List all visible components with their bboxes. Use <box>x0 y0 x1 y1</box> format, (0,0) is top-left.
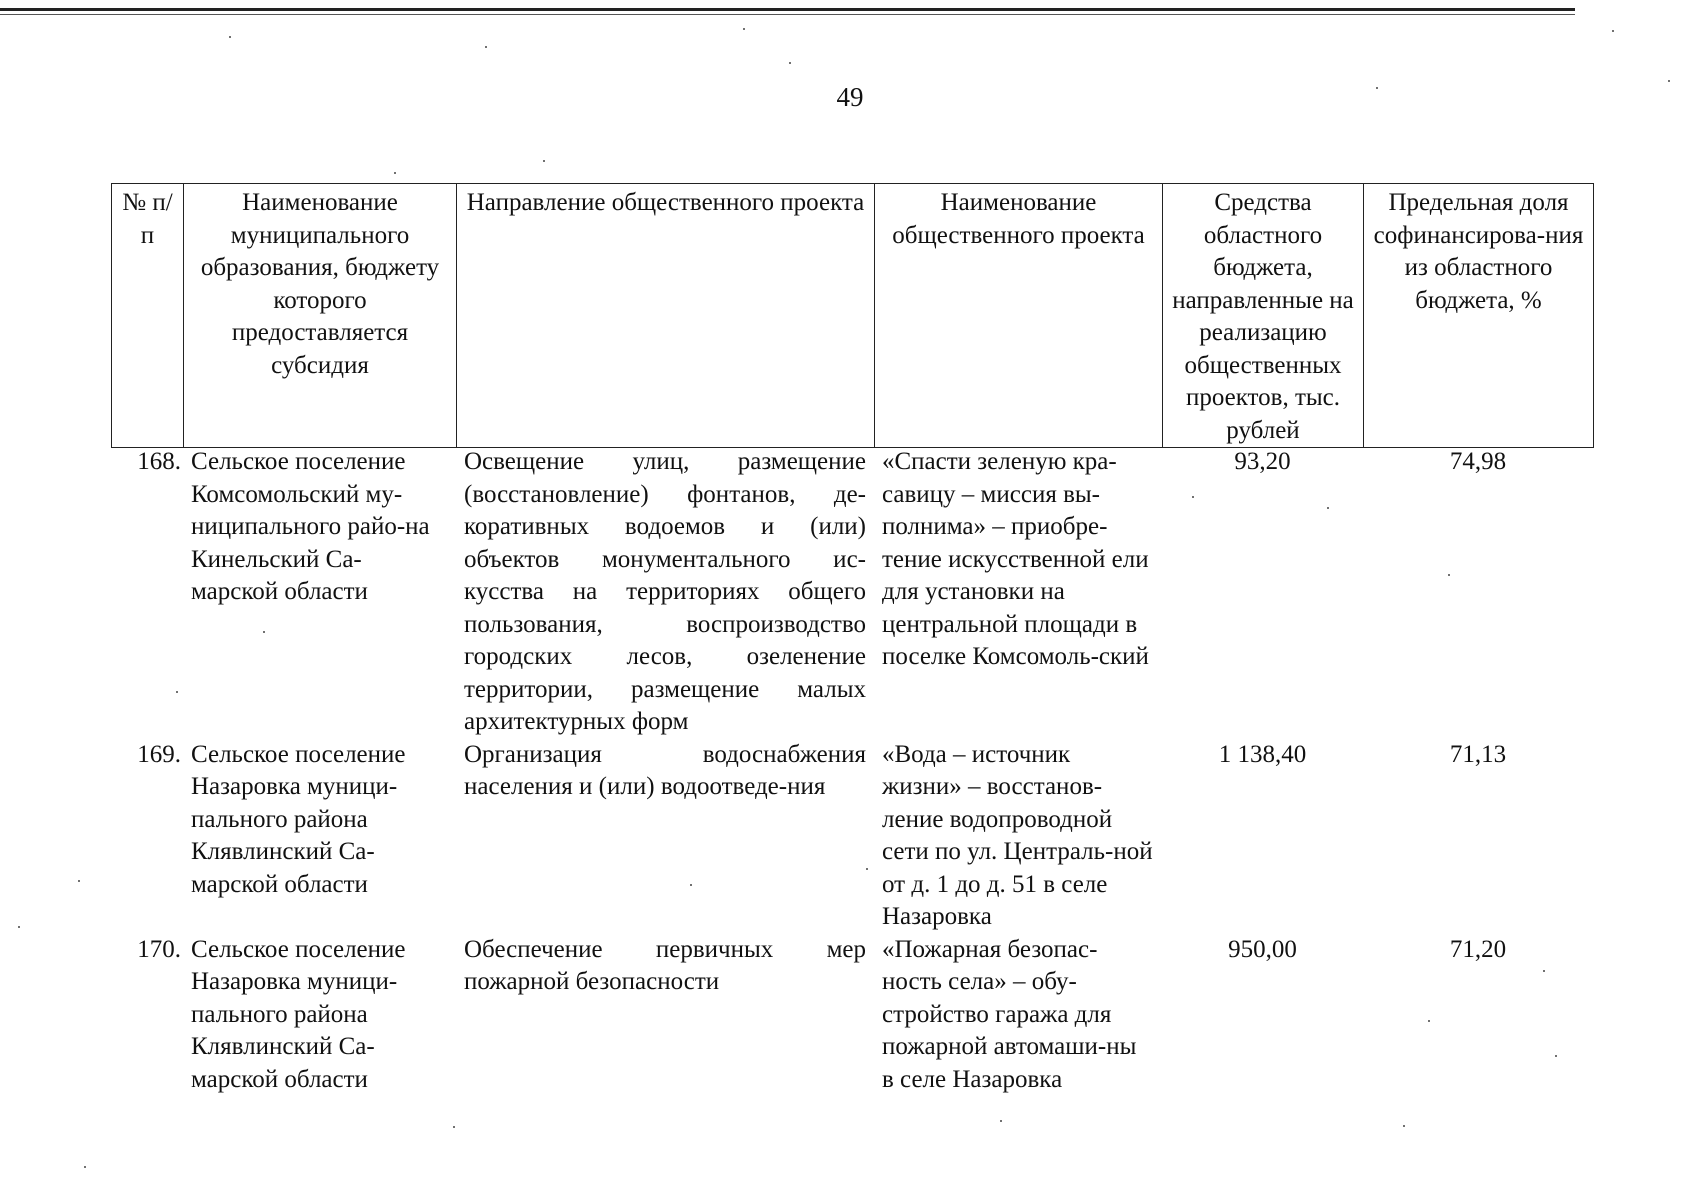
funds-cell: 950,00 <box>1228 935 1297 963</box>
scan-speck <box>690 884 692 886</box>
top-border-line <box>0 8 1575 11</box>
scan-speck <box>1403 1125 1405 1127</box>
header-project-name: Наименование общественного проекта <box>875 184 1163 448</box>
share-cell: 71,20 <box>1449 935 1507 963</box>
scan-speck <box>1612 30 1614 32</box>
scan-speck <box>394 172 396 174</box>
scan-speck <box>543 160 545 162</box>
row-number: 168. <box>137 448 181 475</box>
scan-speck <box>263 631 265 633</box>
scan-speck <box>1327 507 1329 509</box>
scan-speck <box>78 880 80 882</box>
scan-speck <box>453 1126 455 1128</box>
scan-speck <box>84 1166 86 1168</box>
table-row <box>111 446 1593 739</box>
municipality-cell: Сельское поселение Комсомольский му-ниципального райо-на Кинельский Са-марской области <box>191 448 430 605</box>
municipality-cell: Сельское поселение Назаровка муници-пального района Клявлинский Са-марской области <box>191 935 406 1093</box>
funds-cell: 93,20 <box>1234 448 1291 475</box>
scan-speck <box>1192 496 1194 498</box>
scan-speck <box>1376 87 1378 89</box>
project-name-cell: «Вода – источник жизни» – восстанов-ление водопроводной сети по ул. Централь-ной от д. 1 до д. 51 в селе Назаровка <box>882 740 1153 930</box>
header-row <box>112 184 1594 448</box>
scan-speck <box>1543 970 1545 972</box>
scan-speck <box>743 28 745 30</box>
table-row <box>111 739 1593 934</box>
table-body <box>111 446 1593 1096</box>
page-number: 49 <box>836 82 864 112</box>
table-row <box>111 934 1593 1097</box>
header-direction: Направление общественного проекта <box>457 184 875 448</box>
row-number: 169. <box>137 740 181 768</box>
scan-speck <box>1668 80 1670 82</box>
project-name-cell: «Пожарная безопас-ность села» – обу-стройство гаража для пожарной автомаши-ны в селе Назаровка <box>882 935 1137 1093</box>
header-share: Предельная доля софинансирова-ния из областного бюджета, % <box>1364 184 1594 448</box>
share-cell: 71,13 <box>1449 740 1507 768</box>
scan-speck <box>1448 574 1450 576</box>
funds-cell: 1 138,40 <box>1218 740 1307 768</box>
direction-cell: Обеспечение первичных мер пожарной безопасности <box>464 935 866 995</box>
header-number: № п/п <box>112 184 184 448</box>
share-cell: 74,98 <box>1449 448 1507 475</box>
scan-speck <box>1000 1120 1002 1122</box>
header-municipality: Наименование муниципального образования, бюджету которого предоставляется субсидия <box>184 184 457 448</box>
scan-speck <box>1428 1020 1430 1022</box>
direction-cell: Организация водоснабжения населения и (или) водоотведе-ния <box>464 740 866 800</box>
scan-speck <box>789 62 791 64</box>
row-number: 170. <box>137 935 181 963</box>
municipality-cell: Сельское поселение Назаровка муници-пального района Клявлинский Са-марской области <box>191 740 406 898</box>
scan-speck <box>1555 1055 1557 1057</box>
scan-speck <box>229 36 231 38</box>
direction-cell: Освещение улиц, размещение (восстановление) фонтанов, де-коративных водоемов и (или) объектов монументального ис-кусства на территориях общего пользования, воспроизводство городских лесов, озеленение территории, размещение малых архитектурных форм <box>464 448 866 735</box>
table-header <box>111 183 1594 448</box>
scan-speck <box>866 868 868 870</box>
project-name-cell: «Спасти зеленую кра-савицу – миссия вы-полнима» – приобре-тение искусственной ели для установки на центральной площади в поселке Комсомоль-ский <box>882 448 1149 670</box>
scan-speck <box>18 926 20 928</box>
scan-speck <box>485 46 487 48</box>
header-funds: Средства областного бюджета, направленные на реализацию общественных проектов, тыс. рублей <box>1163 184 1364 448</box>
top-border-thin-line <box>0 14 1575 15</box>
scan-speck <box>176 691 178 693</box>
